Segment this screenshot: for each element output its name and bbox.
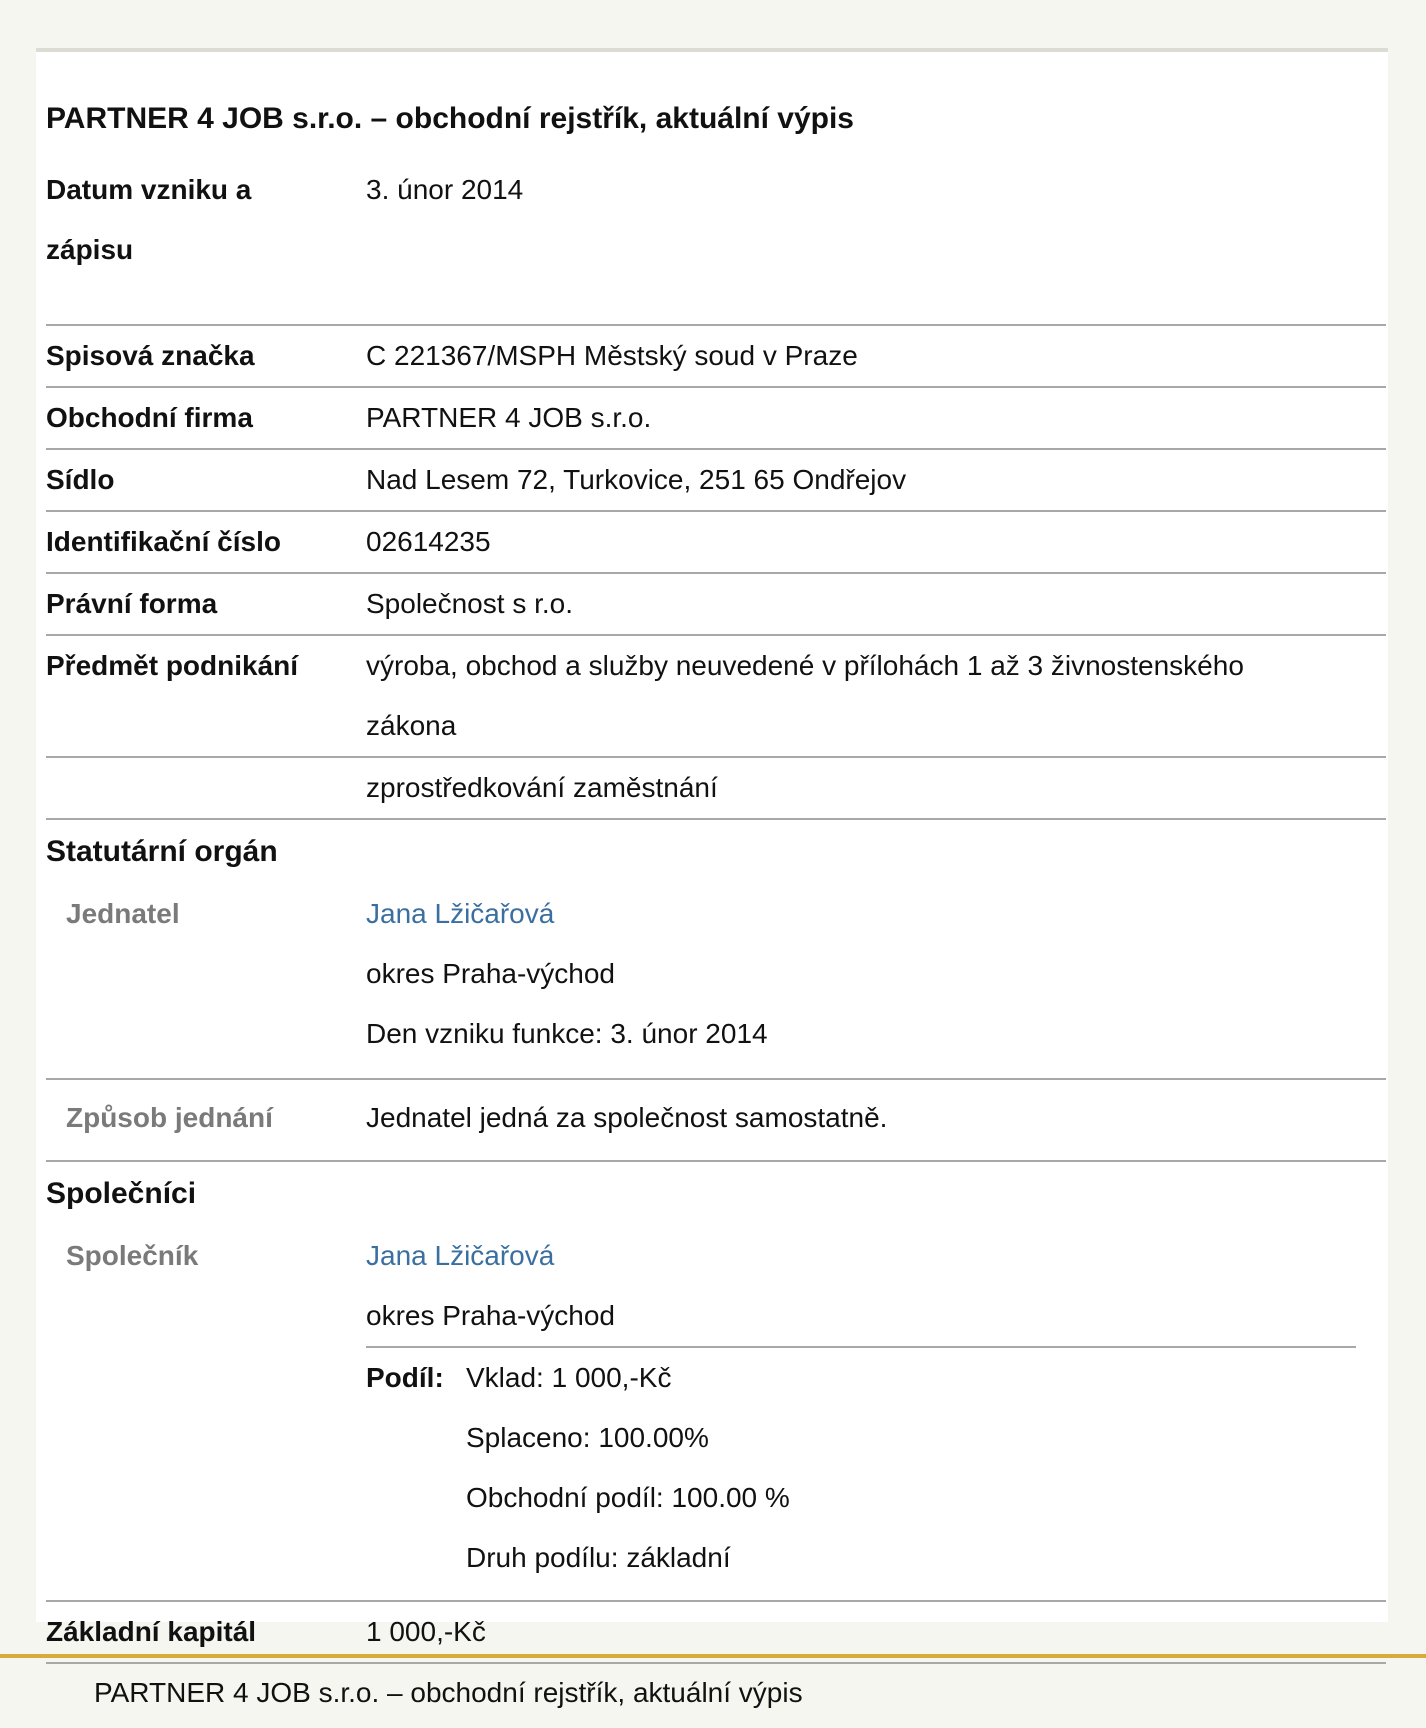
row-spisova-znacka: [46, 326, 1386, 388]
value-jednatel: [366, 884, 1386, 1064]
value-predmet-line1: výroba, obchod a služby neuvedené v přílohách 1 až 3 živnostenského: [366, 650, 1244, 681]
value-zakladni-kapital: 1 000,-Kč: [366, 1616, 486, 1647]
label-pravni-forma: Právní forma: [46, 588, 218, 619]
podil-splaceno: Splaceno: 100.00%: [466, 1422, 709, 1453]
value-spisova-znacka: C 221367/MSPH Městský soud v Praze: [366, 340, 858, 371]
footer-divider: [0, 1654, 1426, 1658]
row-datum-vzniku: [46, 160, 1386, 326]
section-spolecnici: Společníci: [46, 1177, 197, 1210]
row-predmet-podnikani-2: [46, 758, 1386, 820]
value-zpusob-jednani: Jednatel jedná za společnost samostatně.: [366, 1102, 888, 1133]
label-datum-vzniku: [46, 160, 251, 280]
value-sidlo: Nad Lesem 72, Turkovice, 251 65 Ondřejov: [366, 464, 907, 495]
registry-extract-panel: [36, 48, 1388, 1647]
row-zpusob-jednani: [46, 1080, 1386, 1162]
value-predmet-podnikani-1: [366, 636, 1386, 756]
label-zpusob-jednani: Způsob jednání: [66, 1102, 273, 1133]
label-zakladni-kapital: Základní kapitál: [46, 1616, 257, 1647]
label-identifikacni-cislo: Identifikační číslo: [46, 526, 281, 557]
row-jednatel: [46, 884, 1386, 1080]
spolecnik-okres: okres Praha-východ: [366, 1300, 616, 1331]
label-podil: Podíl:: [366, 1362, 444, 1393]
podil-obchodni-podil: Obchodní podíl: 100.00 %: [466, 1482, 790, 1513]
label-spolecnik: Společník: [66, 1240, 199, 1271]
label-jednatel: Jednatel: [66, 898, 180, 929]
row-obchodni-firma: [46, 388, 1386, 450]
value-predmet-line2: zákona: [366, 710, 457, 741]
row-pravni-forma: [46, 574, 1386, 636]
jednatel-okres: okres Praha-východ: [366, 958, 616, 989]
label-obchodni-firma: Obchodní firma: [46, 402, 253, 433]
row-sidlo: [46, 450, 1386, 512]
label-predmet-podnikani: Předmět podnikání: [46, 650, 299, 681]
section-statutarni-organ: Statutární orgán: [46, 835, 278, 868]
value-spolecnik: [366, 1226, 1386, 1346]
label-datum-vzniku-line1: Datum vzniku a: [46, 174, 252, 205]
podil-vklad: Vklad: 1 000,-Kč: [466, 1362, 672, 1393]
row-predmet-podnikani: [46, 636, 1386, 758]
podil-druh: Druh podílu: základní: [466, 1542, 731, 1573]
label-datum-vzniku-line2: zápisu: [46, 234, 134, 265]
podil-values: [466, 1348, 790, 1588]
row-identifikacni-cislo: [46, 512, 1386, 574]
value-datum-vzniku: 3. únor 2014: [366, 174, 524, 205]
page-title: PARTNER 4 JOB s.r.o. – obchodní rejstřík, aktuální výpis: [46, 102, 854, 135]
value-predmet-podnikani-2: zprostředkování zaměstnání: [366, 772, 718, 803]
footer-title: PARTNER 4 JOB s.r.o. – obchodní rejstřík, aktuální výpis: [94, 1677, 803, 1708]
value-obchodni-firma: PARTNER 4 JOB s.r.o.: [366, 402, 652, 433]
value-pravni-forma: Společnost s r.o.: [366, 588, 574, 619]
jednatel-name-link[interactable]: Jana Lžičařová: [366, 898, 555, 929]
value-identifikacni-cislo: 02614235: [366, 526, 491, 557]
spolecnik-name-link[interactable]: Jana Lžičařová: [366, 1240, 555, 1271]
row-spolecnik: [46, 1226, 1386, 1602]
jednatel-den-vzniku: Den vzniku funkce: 3. únor 2014: [366, 1018, 768, 1049]
label-spisova-znacka: Spisová značka: [46, 340, 255, 371]
label-sidlo: Sídlo: [46, 464, 115, 495]
